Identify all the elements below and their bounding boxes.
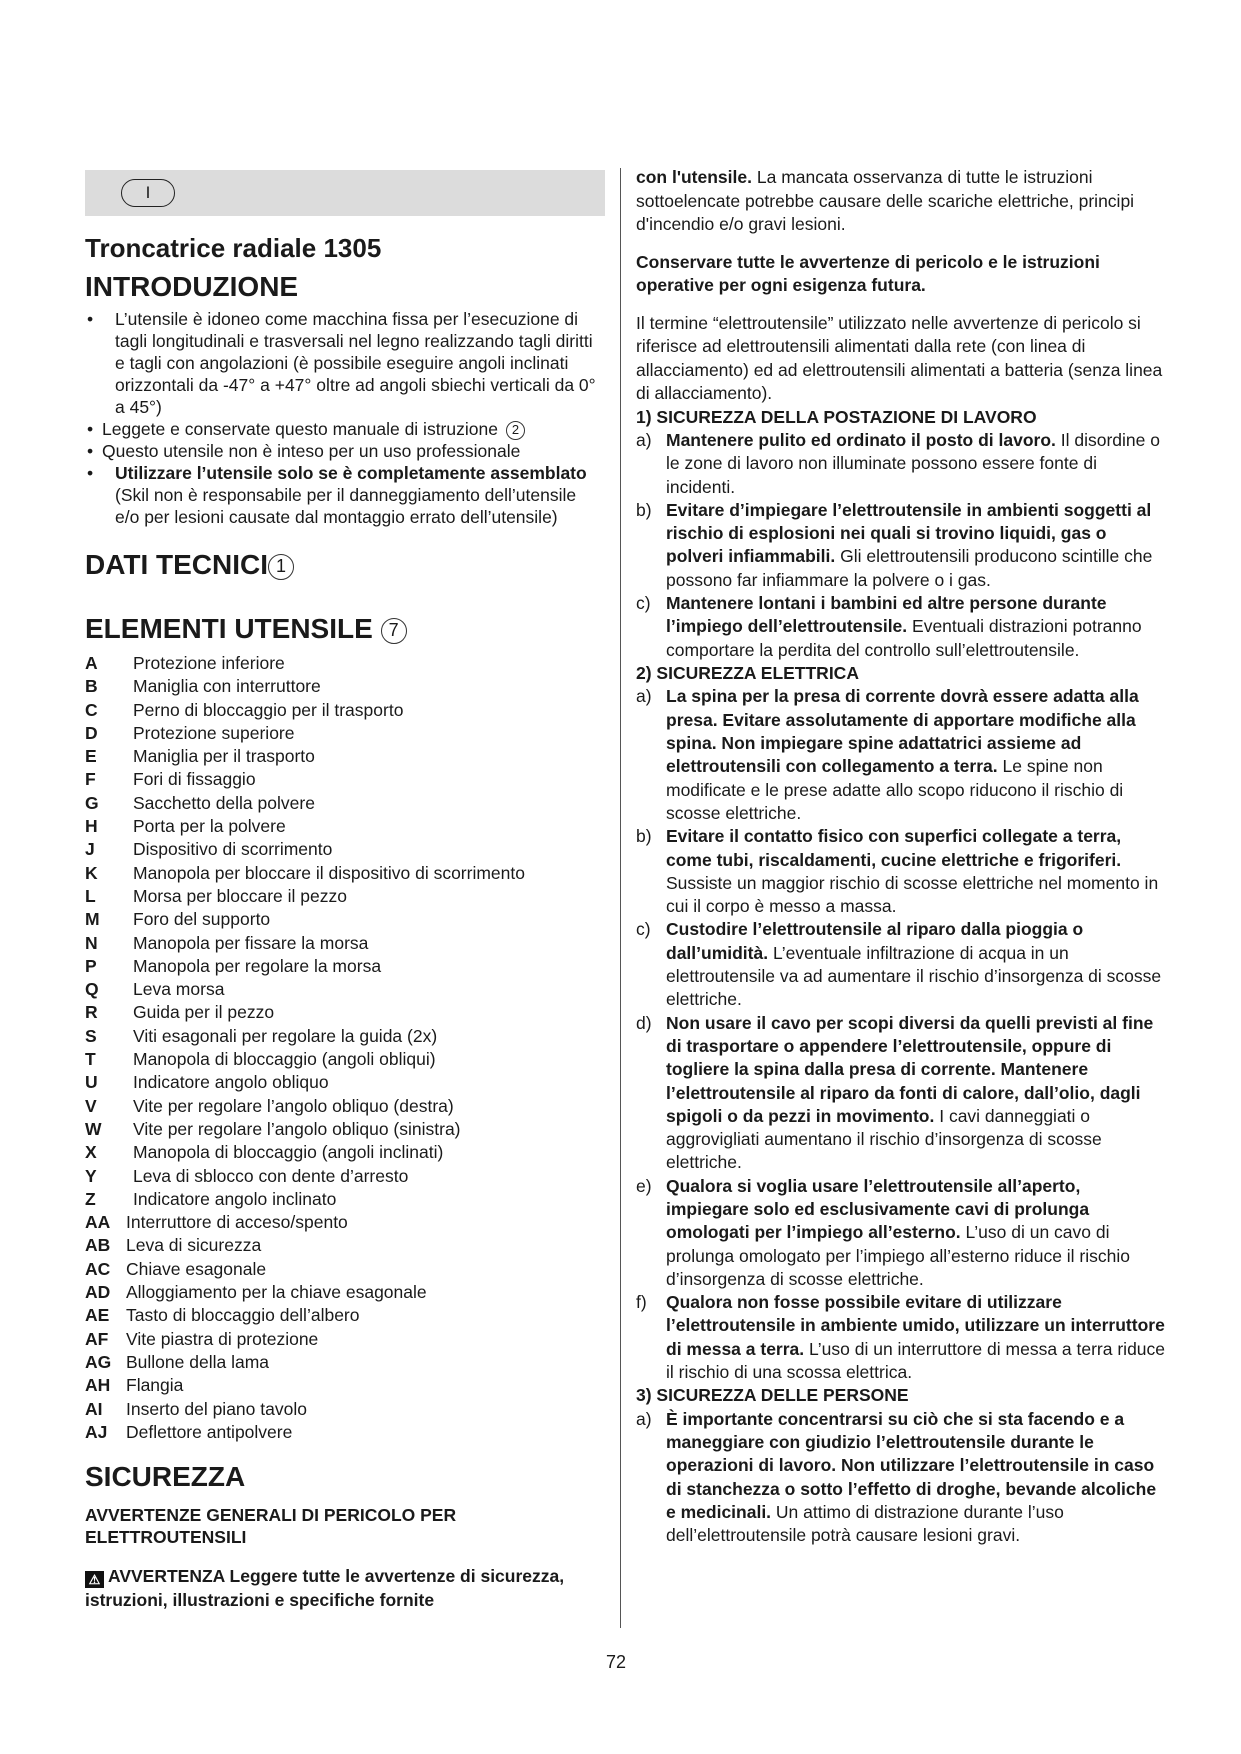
column-divider (620, 168, 621, 1628)
left-column (85, 170, 605, 1612)
part-label: Maniglia con interruttore (133, 676, 321, 697)
list-item (85, 722, 605, 745)
list-item (85, 652, 605, 675)
part-letter: M (85, 909, 100, 930)
item-bold-text: È importante concentrarsi su ciò che si sta facendo e a maneggiare con giudizio l’elettroutensile durante le operazioni di lavoro. Non utilizzare l’elettroutensile in caso di stanchezza o sotto l’effetto di droghe, bevande alcoliche e medicinali. (666, 1408, 1157, 1523)
part-label: Flangia (126, 1375, 184, 1396)
part-letter: T (85, 1049, 96, 1070)
part-letter: A (85, 653, 98, 673)
list-item: • Questo utensile non è inteso per un uso professionale (85, 440, 605, 462)
list-item (636, 592, 1166, 662)
part-letter: Q (85, 979, 99, 1000)
list-item: • L’utensile è idoneo come macchina fissa per l’esecuzione di tagli longitudinali e trasversali nel legno realizzando tagli diritti e tagli con angolazioni (è possibile eseguire angoli inclinati orizzontali da -47° a +47° oltre ad angoli sbiechi verticali da 0° a 45°) (85, 308, 605, 418)
part-letter: B (85, 676, 98, 697)
part-letter: V (85, 1095, 97, 1116)
figure-ref-icon: 2 (506, 421, 525, 440)
part-letter: D (85, 722, 98, 743)
list-item (85, 978, 605, 1001)
part-label: Leva di sblocco con dente d’arresto (133, 1165, 409, 1186)
part-letter: N (85, 932, 98, 953)
item-letter: b) (636, 826, 652, 847)
list-item (85, 1211, 605, 1234)
part-label: Porta per la polvere (133, 816, 286, 837)
item-bold-text: Non usare il cavo per scopi diversi da quelli previsti al fine di trasportare o appendere l’elettroutensile, oppure di togliere la spina dalla presa di corrente. Mantenere l’elettroutensile al riparo da fonti di calore, dall’olio, dagli spigoli o da pezzi in movimento. (666, 1012, 1154, 1126)
part-label: Indicatore angolo obliquo (133, 1072, 329, 1093)
list-item (85, 1165, 605, 1188)
list-item (636, 1291, 1166, 1384)
part-label: Vite piastra di protezione (126, 1328, 319, 1349)
list-item (85, 908, 605, 931)
list-item (85, 1025, 605, 1048)
safety-sections (636, 406, 1166, 1548)
list-item (636, 685, 1166, 825)
part-letter: P (85, 955, 97, 976)
list-item (85, 1351, 605, 1374)
part-label: Manopola per bloccare il dispositivo di scorrimento (133, 862, 525, 883)
warning-triangle-icon: ⚠ (85, 1571, 104, 1588)
list-item (85, 1281, 605, 1304)
part-label: Manopola di bloccaggio (angoli obliqui) (133, 1049, 436, 1070)
sicurezza-heading: SICUREZZA (85, 1461, 246, 1493)
item-letter: a) (636, 686, 652, 707)
list-item (636, 918, 1166, 1011)
list-item (85, 955, 605, 978)
term-definition: Il termine “elettroutensile” utilizzato nelle avvertenze di pericolo si riferisce ad elettroutensili alimentati dalla rete (con linea di allacciamento) ed ad elettroutensili alimentati a batteria (senza linea di allacciamento). (636, 312, 1163, 403)
list-item (85, 932, 605, 955)
part-label: Leva morsa (133, 979, 225, 1000)
list-item (636, 825, 1166, 918)
item-text: Un attimo di distrazione durante l’uso dell’elettroutensile potrà causare lesioni gravi. (666, 1502, 1064, 1546)
item-letter: a) (636, 430, 652, 450)
part-letter: S (85, 1025, 97, 1046)
part-label: Vite per regolare l’angolo obliquo (sinistra) (133, 1118, 461, 1139)
part-label: Protezione superiore (133, 722, 295, 743)
list-item (85, 1095, 605, 1118)
part-label: Inserto del piano tavolo (126, 1398, 307, 1419)
list-item (85, 1188, 605, 1211)
part-label: Tasto di bloccaggio dell’albero (126, 1305, 360, 1326)
list-item (85, 1071, 605, 1094)
part-letter: AC (85, 1258, 111, 1279)
list-item (85, 1398, 605, 1421)
list-item (85, 815, 605, 838)
list-item (85, 1304, 605, 1327)
keep-instructions: Conservare tutte le avvertenze di pericolo e le istruzioni operative per ogni esigenza futura. (636, 251, 1100, 295)
page-number: 72 (606, 1652, 627, 1672)
item-bold-text: Custodire l’elettroutensile al riparo dalla pioggia o dall’umidità. (666, 919, 1084, 963)
elementi-heading: ELEMENTI UTENSILE 7 (85, 612, 605, 646)
item-text: Il disordine o le zone di lavoro non illuminate possono essere fonte di incidenti. (666, 430, 1160, 497)
list-item (85, 745, 605, 768)
part-label: Fori di fissaggio (133, 769, 256, 790)
item-bold-text: Qualora non fosse possibile evitare di utilizzare l’elettroutensile in ambiente umido, utilizzare un interruttore di messa a terra. (666, 1292, 1165, 1359)
item-bold-text: Qualora si voglia usare l’elettroutensile all’aperto, impiegare solo ed esclusivamente cavi di prolunga omologati per l’impiego all’esterno. (666, 1175, 1090, 1243)
part-letter: J (85, 839, 95, 860)
list-item (85, 675, 605, 698)
list-item (636, 1175, 1166, 1291)
item-bold-text: Evitare il contatto fisico con superfici collegate a terra, come tubi, riscaldamenti, cucine elettriche e frigoriferi. (666, 826, 1122, 870)
part-label: Bullone della lama (126, 1351, 270, 1372)
part-label: Perno di bloccaggio per il trasporto (133, 699, 404, 720)
item-text: L’uso di un interruttore di messa a terra riduce il rischio di una scossa elettrica. (666, 1338, 1166, 1383)
part-letter: AH (85, 1375, 111, 1396)
list-item (85, 1421, 605, 1444)
item-text: L’eventuale infiltrazione di acqua in un elettroutensile va ad aumentare il rischio d’insorgenza di scosse elettriche. (666, 942, 1162, 1010)
part-letter: AD (85, 1282, 111, 1303)
product-title: Troncatrice radiale 1305 (85, 233, 382, 263)
item-letter: c) (636, 593, 651, 614)
item-text: Sussiste un maggior rischio di scosse elettriche nel momento in cui il corpo è messo a massa. (666, 872, 1159, 917)
item-bold-text: La spina per la presa di corrente dovrà essere adatta alla presa. Evitare assolutamente di apportare modifiche alla spina. Non impiegare spine adattatrici assieme ad elettroutensili con collegamento a terra. (666, 686, 1139, 777)
right-column (636, 166, 1166, 1548)
item-letter: f) (636, 1292, 647, 1313)
part-label: Morsa per bloccare il pezzo (133, 885, 347, 906)
list-item (636, 1408, 1166, 1548)
item-letter: e) (636, 1175, 652, 1196)
part-label: Interruttore di acceso/spento (126, 1212, 348, 1233)
part-letter: AG (85, 1351, 112, 1372)
item-letter: a) (636, 1408, 652, 1429)
part-label: Sacchetto della polvere (133, 792, 315, 813)
part-letter: C (85, 699, 98, 720)
section-heading: 3) SICUREZZA DELLE PERSONE (636, 1385, 909, 1406)
item-text: Gli elettroutensili producono scintille che possono far infiammare la polvere o i gas. (666, 546, 1153, 590)
intro-list (85, 308, 605, 528)
item-text: Eventuali distrazioni potranno comportare la perdita del controllo sull’elettroutensile. (666, 616, 1142, 660)
list-item (85, 699, 605, 722)
list-item (85, 885, 605, 908)
part-letter: AI (85, 1398, 103, 1419)
part-label: Indicatore angolo inclinato (133, 1188, 337, 1209)
part-label: Deflettore antipolvere (126, 1421, 293, 1442)
part-label: Protezione inferiore (133, 653, 285, 673)
item-text: I cavi danneggiati o aggrovigliati aumentano il rischio d’insorgenza di scosse elettriche. (666, 1105, 1102, 1173)
part-letter: AA (85, 1212, 111, 1233)
part-label: Viti esagonali per regolare la guida (2x) (133, 1025, 438, 1046)
item-text: L’uso di un cavo di prolunga omologato per l’impiego all’esterno riduce il rischio d’insorgenza di scosse elettriche. (666, 1222, 1130, 1289)
part-label: Manopola per fissare la morsa (133, 932, 369, 953)
figure-ref-icon: 7 (381, 618, 407, 644)
item-letter: c) (636, 919, 651, 940)
part-letter: E (85, 746, 97, 767)
language-badge: I (121, 179, 175, 207)
list-item (85, 1374, 605, 1397)
part-label: Dispositivo di scorrimento (133, 839, 333, 860)
list-item (85, 792, 605, 815)
list-item: • Utilizzare l’utensile solo se è completamente assemblato (Skil non è responsabile per il danneggiamento dell’utensile e/o per lesioni causate dal montaggio errato dell’utensile) (85, 462, 605, 528)
part-label: Guida per il pezzo (133, 1002, 275, 1023)
part-label: Leva di sicurezza (126, 1235, 262, 1256)
list-item (85, 838, 605, 861)
list-item (636, 429, 1166, 499)
list-item (85, 1001, 605, 1024)
part-label: Vite per regolare l’angolo obliquo (destra) (133, 1095, 454, 1116)
warning-paragraph: ⚠ AVVERTENZA Leggere tutte le avvertenze di sicurezza, istruzioni, illustrazioni e specifiche fornite (85, 1566, 565, 1611)
item-bold-text: Mantenere pulito ed ordinato il posto di lavoro. (666, 430, 1056, 450)
part-letter: AF (85, 1328, 109, 1349)
item-bold-text: Evitare d’impiegare l’elettroutensile in ambienti soggetti al rischio di esplosioni nei quali si trovino liquidi, gas o polveri infiammabili. (666, 499, 1152, 567)
part-label: Chiave esagonale (126, 1258, 267, 1279)
list-item (85, 1048, 605, 1071)
part-letter: AE (85, 1305, 110, 1326)
part-letter: K (85, 862, 98, 883)
section-heading: 2) SICUREZZA ELETTRICA (636, 662, 859, 683)
part-letter: U (85, 1072, 98, 1093)
part-letter: X (85, 1142, 97, 1163)
list-item (85, 1118, 605, 1141)
list-item (85, 1258, 605, 1281)
list-item (85, 768, 605, 791)
figure-ref-icon: 1 (268, 554, 294, 580)
part-label: Manopola di bloccaggio (angoli inclinati) (133, 1142, 444, 1163)
part-label: Maniglia per il trasporto (133, 746, 315, 767)
dati-heading: DATI TECNICI 1 (85, 548, 605, 582)
part-letter: L (85, 885, 96, 906)
part-letter: R (85, 1002, 98, 1023)
item-letter: b) (636, 499, 652, 520)
list-item (85, 1234, 605, 1257)
continuation-paragraph: con l'utensile. La mancata osservanza di tutte le istruzioni sottoelencate potrebbe causare delle scariche elettriche, principi d'incendio e/o gravi lesioni. (636, 167, 1135, 234)
part-label: Manopola per regolare la morsa (133, 955, 382, 976)
item-text: Le spine non modificate e le prese adatte allo scopo riducono il rischio di scosse elettriche. (666, 756, 1124, 823)
section-heading: 1) SICUREZZA DELLA POSTAZIONE DI LAVORO (636, 406, 1037, 427)
list-item (85, 1328, 605, 1351)
list-item (636, 499, 1166, 592)
list-item (85, 1141, 605, 1164)
part-letter: Y (85, 1165, 97, 1186)
part-letter: F (85, 769, 96, 790)
part-letter: H (85, 816, 98, 837)
sicurezza-subheading: AVVERTENZE GENERALI DI PERICOLO PER ELETTROUTENSILI (85, 1505, 457, 1548)
intro-heading: INTRODUZIONE (85, 271, 299, 302)
part-letter: Z (85, 1188, 96, 1209)
part-letter: G (85, 792, 99, 813)
part-label: Foro del supporto (133, 909, 271, 930)
parts-list (85, 652, 605, 1444)
item-letter: d) (636, 1012, 652, 1033)
part-letter: AB (85, 1235, 111, 1256)
part-letter: AJ (85, 1421, 108, 1442)
list-item (636, 1012, 1166, 1175)
list-item: • Leggete e conservate questo manuale di istruzione 2 (85, 418, 605, 440)
part-letter: W (85, 1118, 102, 1139)
list-item (85, 862, 605, 885)
part-label: Alloggiamento per la chiave esagonale (126, 1282, 427, 1303)
language-bar (85, 170, 605, 216)
item-bold-text: Mantenere lontani i bambini ed altre persone durante l’impiego dell’elettroutensile. (666, 593, 1107, 637)
